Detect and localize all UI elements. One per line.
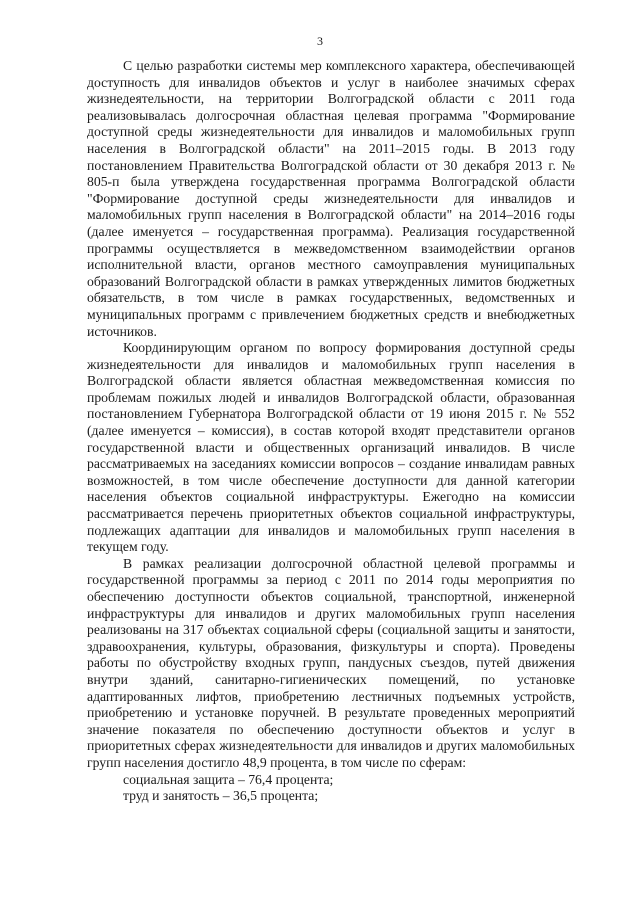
page-number: 3 xyxy=(317,34,323,48)
list-item-social-protection: социальная защита – 76,4 процента; xyxy=(123,771,334,787)
paragraph-implementation-results: В рамках реализации долгосрочной областной целевой программы и государственной программы за период с 2011 по 2014 годы мероприятия по обеспечению доступности объектов социальной, транспортной, инженерной инфраструктуры для инвалидов и других маломобильных групп населения реализованы на 317 объектах социальной сферы (социальной защиты и занятости, здравоохранения, культуры, образования, физкультуры и спорта). Проведены работы по обустройству входных групп, пандусных съездов, путей движения внутри зданий, санитарно-гигиенических помещений, по установке адаптированных лифтов, приобретению лестничных подъемных устройств, приобретению и установке поручней. В результате проведенных мероприятий значение показателя по обеспечению доступности объектов и услуг в приоритетных сферах жизнедеятельности для инвалидов и других маломобильных групп населения достигло 48,9 процента, в том числе по сферам: xyxy=(87,555,575,770)
document-body xyxy=(87,58,575,805)
list-item-labor-employment: труд и занятость – 36,5 процента; xyxy=(123,788,319,804)
paragraph-program-history: С целью разработки системы мер комплексного характера, обеспечивающей доступность для инвалидов объектов и услуг в наиболее значимых сферах жизнедеятельности, на территории Волгоградской области с 2011 года реализовывалась долгосрочная областная целевая программа "Формирование доступной среды жизнедеятельности для инвалидов и маломобильных групп населения в Волгоградской области" на 2011–2015 годы. В 2013 году постановлением Правительства Волгоградской области от 30 декабря 2013 г. № 805-п была утверждена государственная программа Волгоградской области "Формирование доступной среды жизнедеятельности для инвалидов и маломобильных групп населения в Волгоградской области" на 2014–2016 годы (далее именуется – государственная программа). Реализация государственной программы осуществляется в межведомственном взаимодействии органов исполнительной власти, органов местного самоуправления муниципальных образований Волгоградской области в рамках утвержденных лимитов бюджетных обязательств, в том числе в рамках государственных, ведомственных и муниципальных программ с привлечением бюджетных средств и внебюджетных источников. xyxy=(87,58,575,339)
paragraph-coordinating-body: Координирующим органом по вопросу формирования доступной среды жизнедеятельности для инвалидов и маломобильных групп населения в Волгоградской области является областная межведомственная комиссия по проблемам пожилых людей и инвалидов Волгоградской области, образованная постановлением Губернатора Волгоградской области от 19 июня 2015 г. № 552 (далее именуется – комиссия), в состав которой входят представители органов государственной власти и общественных организаций инвалидов. В числе рассматриваемых на заседаниях комиссии вопросов – создание инвалидам равных возможностей, в том числе обеспечение доступности для данной категории населения объектов социальной инфраструктуры. Ежегодно на комиссии рассматривается перечень приоритетных объектов социальной инфраструктуры, подлежащих адаптации для инвалидов и маломобильных групп населения в текущем году. xyxy=(87,340,575,555)
